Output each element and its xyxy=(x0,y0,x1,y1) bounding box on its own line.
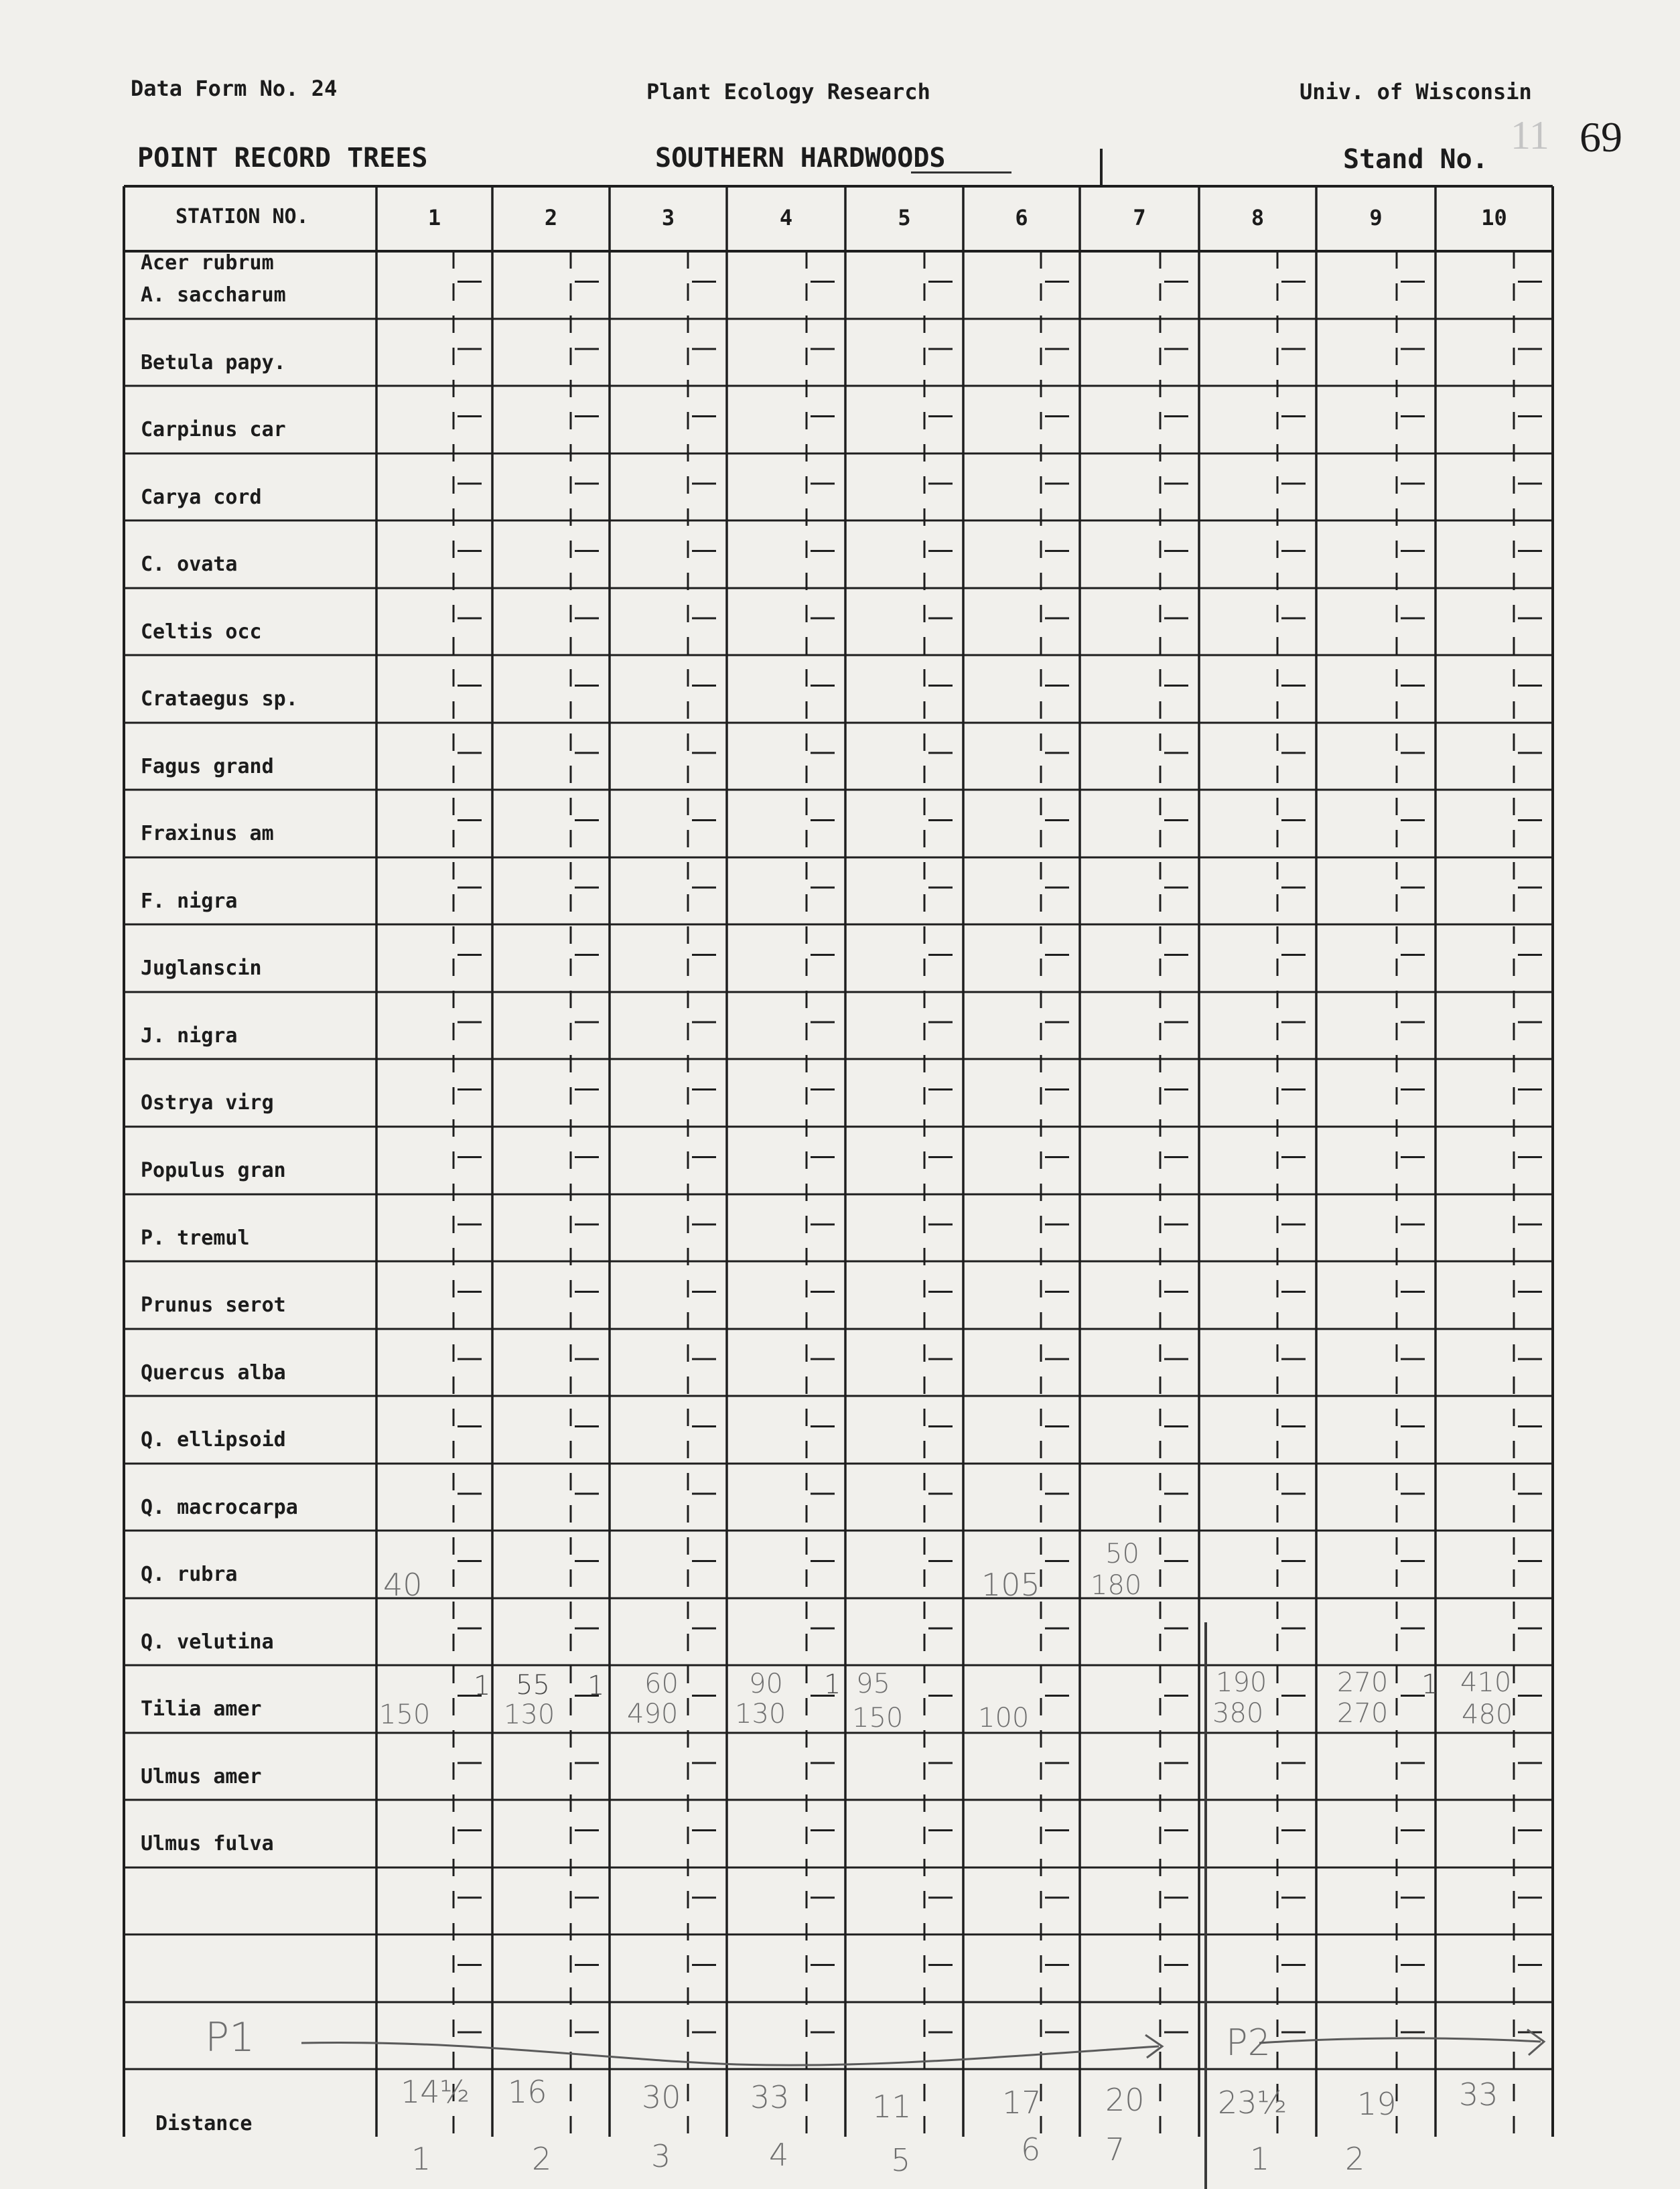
species-label: Ostrya virg xyxy=(141,1091,274,1115)
station-number: 5 xyxy=(898,205,911,230)
hw-velutina-s10-top: 410 xyxy=(1460,1667,1512,1698)
species-label: Carpinus car xyxy=(141,418,286,442)
hw-velutina-s2-bottom: 130 xyxy=(504,1699,555,1730)
hw-velutina-s8-bottom: 380 xyxy=(1212,1698,1264,1729)
hw-velutina-s6: 100 xyxy=(978,1703,1030,1734)
hw-distance-s9: 19 xyxy=(1357,2086,1397,2122)
hw-velutina-s1-mark: 1 xyxy=(474,1671,491,1701)
hw-velutina-s9-bottom: 270 xyxy=(1337,1698,1389,1729)
species-label: Fagus grand xyxy=(141,755,274,778)
hw-distance-s2: 16 xyxy=(508,2074,547,2110)
hw-distance-s10: 33 xyxy=(1459,2076,1498,2113)
hw-distance-s6: 17 xyxy=(1002,2085,1042,2121)
hw-plot1-label: P1 xyxy=(205,2014,255,2061)
species-label: Q. rubra xyxy=(141,1563,238,1587)
hw-distance-s3: 30 xyxy=(642,2079,681,2115)
species-label: P. tremul xyxy=(141,1226,250,1250)
hw-velutina-s2-mark: 1 xyxy=(587,1671,605,1701)
hw-point-number: 2 xyxy=(532,2141,552,2177)
species-label: Juglanscin xyxy=(141,957,262,981)
species-label: Prunus serot xyxy=(141,1293,286,1318)
hw-velutina-s9-top: 270 xyxy=(1337,1667,1389,1698)
hw-distance-s1: 14½ xyxy=(401,2074,470,2110)
hw-point-number: 6 xyxy=(1021,2131,1041,2168)
hw-distance-s7: 20 xyxy=(1105,2082,1145,2118)
station-number: 4 xyxy=(779,205,793,230)
hw-velutina-s8-top: 190 xyxy=(1216,1667,1267,1698)
hw-velutina-s1: 150 xyxy=(379,1699,431,1730)
species-label: Carya cord xyxy=(141,486,262,509)
stand-number-faint: 11 xyxy=(1511,113,1549,157)
hw-velutina-s2-top: 55 xyxy=(516,1670,550,1701)
species-label: Acer rubrum xyxy=(141,251,274,275)
species-label: Q. macrocarpa xyxy=(141,1496,298,1519)
species-label: Celtis occ xyxy=(141,620,262,644)
hw-point-number: 4 xyxy=(769,2137,789,2173)
station-number: 3 xyxy=(661,205,675,230)
form-title: POINT RECORD TREES xyxy=(137,143,428,173)
species-label: F. nigra xyxy=(141,890,238,913)
hw-distance-s8: 23½ xyxy=(1218,2085,1287,2121)
hw-velutina-s4-top: 90 xyxy=(749,1669,783,1699)
species-label: Q. velutina xyxy=(141,1630,274,1654)
hw-macrocarpa-s6: 105 xyxy=(981,1567,1040,1603)
hw-distance-s4: 33 xyxy=(750,2079,790,2115)
hw-distance-s5: 11 xyxy=(872,2089,912,2125)
hw-velutina-s5-top: 95 xyxy=(856,1669,890,1699)
stand-number: 69 xyxy=(1580,113,1622,161)
station-header: STATION NO. xyxy=(176,205,309,228)
station-number: 1 xyxy=(427,205,441,230)
species-label: Ulmus amer xyxy=(141,1765,262,1788)
station-number: 8 xyxy=(1251,205,1265,230)
station-number: 9 xyxy=(1369,205,1383,230)
species-label: C. ovata xyxy=(141,553,238,577)
plot1-arrow xyxy=(301,2042,1159,2065)
species-label: Populus gran xyxy=(141,1159,286,1183)
station-number: 6 xyxy=(1015,205,1028,230)
hw-velutina-s10-bottom: 480 xyxy=(1462,1699,1513,1730)
community-name: SOUTHERN HARDWOODS xyxy=(655,143,946,173)
stand-label: Stand No. xyxy=(1343,144,1488,175)
hw-macrocarpa-s1: 40 xyxy=(383,1567,423,1603)
species-label: Q. ellipsoid xyxy=(141,1428,286,1452)
hw-point-number: 3 xyxy=(651,2138,671,2174)
university: Univ. of Wisconsin xyxy=(1300,79,1532,104)
hw-velutina-s4-bottom: 130 xyxy=(735,1699,786,1729)
species-label: Quercus alba xyxy=(141,1361,286,1385)
species-label: Ulmus fulva xyxy=(141,1832,274,1856)
station-number: 10 xyxy=(1481,205,1507,230)
plot2-arrow xyxy=(1259,2038,1541,2043)
form-id: Data Form No. 24 xyxy=(131,76,338,101)
station-number: 2 xyxy=(544,205,558,230)
hw-macrocarpa-s7-top: 50 xyxy=(1105,1539,1139,1569)
hw-velutina-s4-mark: 1 xyxy=(824,1669,841,1700)
organization: Plant Ecology Research xyxy=(646,79,930,104)
species-label: Fraxinus am xyxy=(141,822,274,846)
hw-macrocarpa-s7-bottom: 180 xyxy=(1091,1570,1142,1601)
hw-velutina-s5-bottom: 150 xyxy=(852,1703,904,1734)
hw-point-number: 7 xyxy=(1105,2131,1125,2168)
hw-point-number: 1 xyxy=(1250,2141,1270,2177)
hw-velutina-s3-top: 60 xyxy=(644,1669,679,1699)
species-label: Tilia amer xyxy=(141,1697,262,1721)
hw-point-number: 2 xyxy=(1345,2141,1365,2177)
species-label: Betula papy. xyxy=(141,351,286,374)
hw-velutina-s9-mark: 1 xyxy=(1421,1669,1439,1700)
species-label: J. nigra xyxy=(141,1024,238,1048)
species-label: A. saccharum xyxy=(141,283,286,307)
station-number: 7 xyxy=(1133,205,1146,230)
species-label: Crataegus sp. xyxy=(141,687,298,711)
hw-velutina-s3-bottom: 490 xyxy=(627,1699,679,1729)
hw-point-number: 1 xyxy=(411,2141,431,2177)
hw-plot2-label: P2 xyxy=(1226,2022,1271,2064)
distance-label: Distance xyxy=(155,2112,253,2135)
hw-point-number: 5 xyxy=(891,2142,911,2178)
